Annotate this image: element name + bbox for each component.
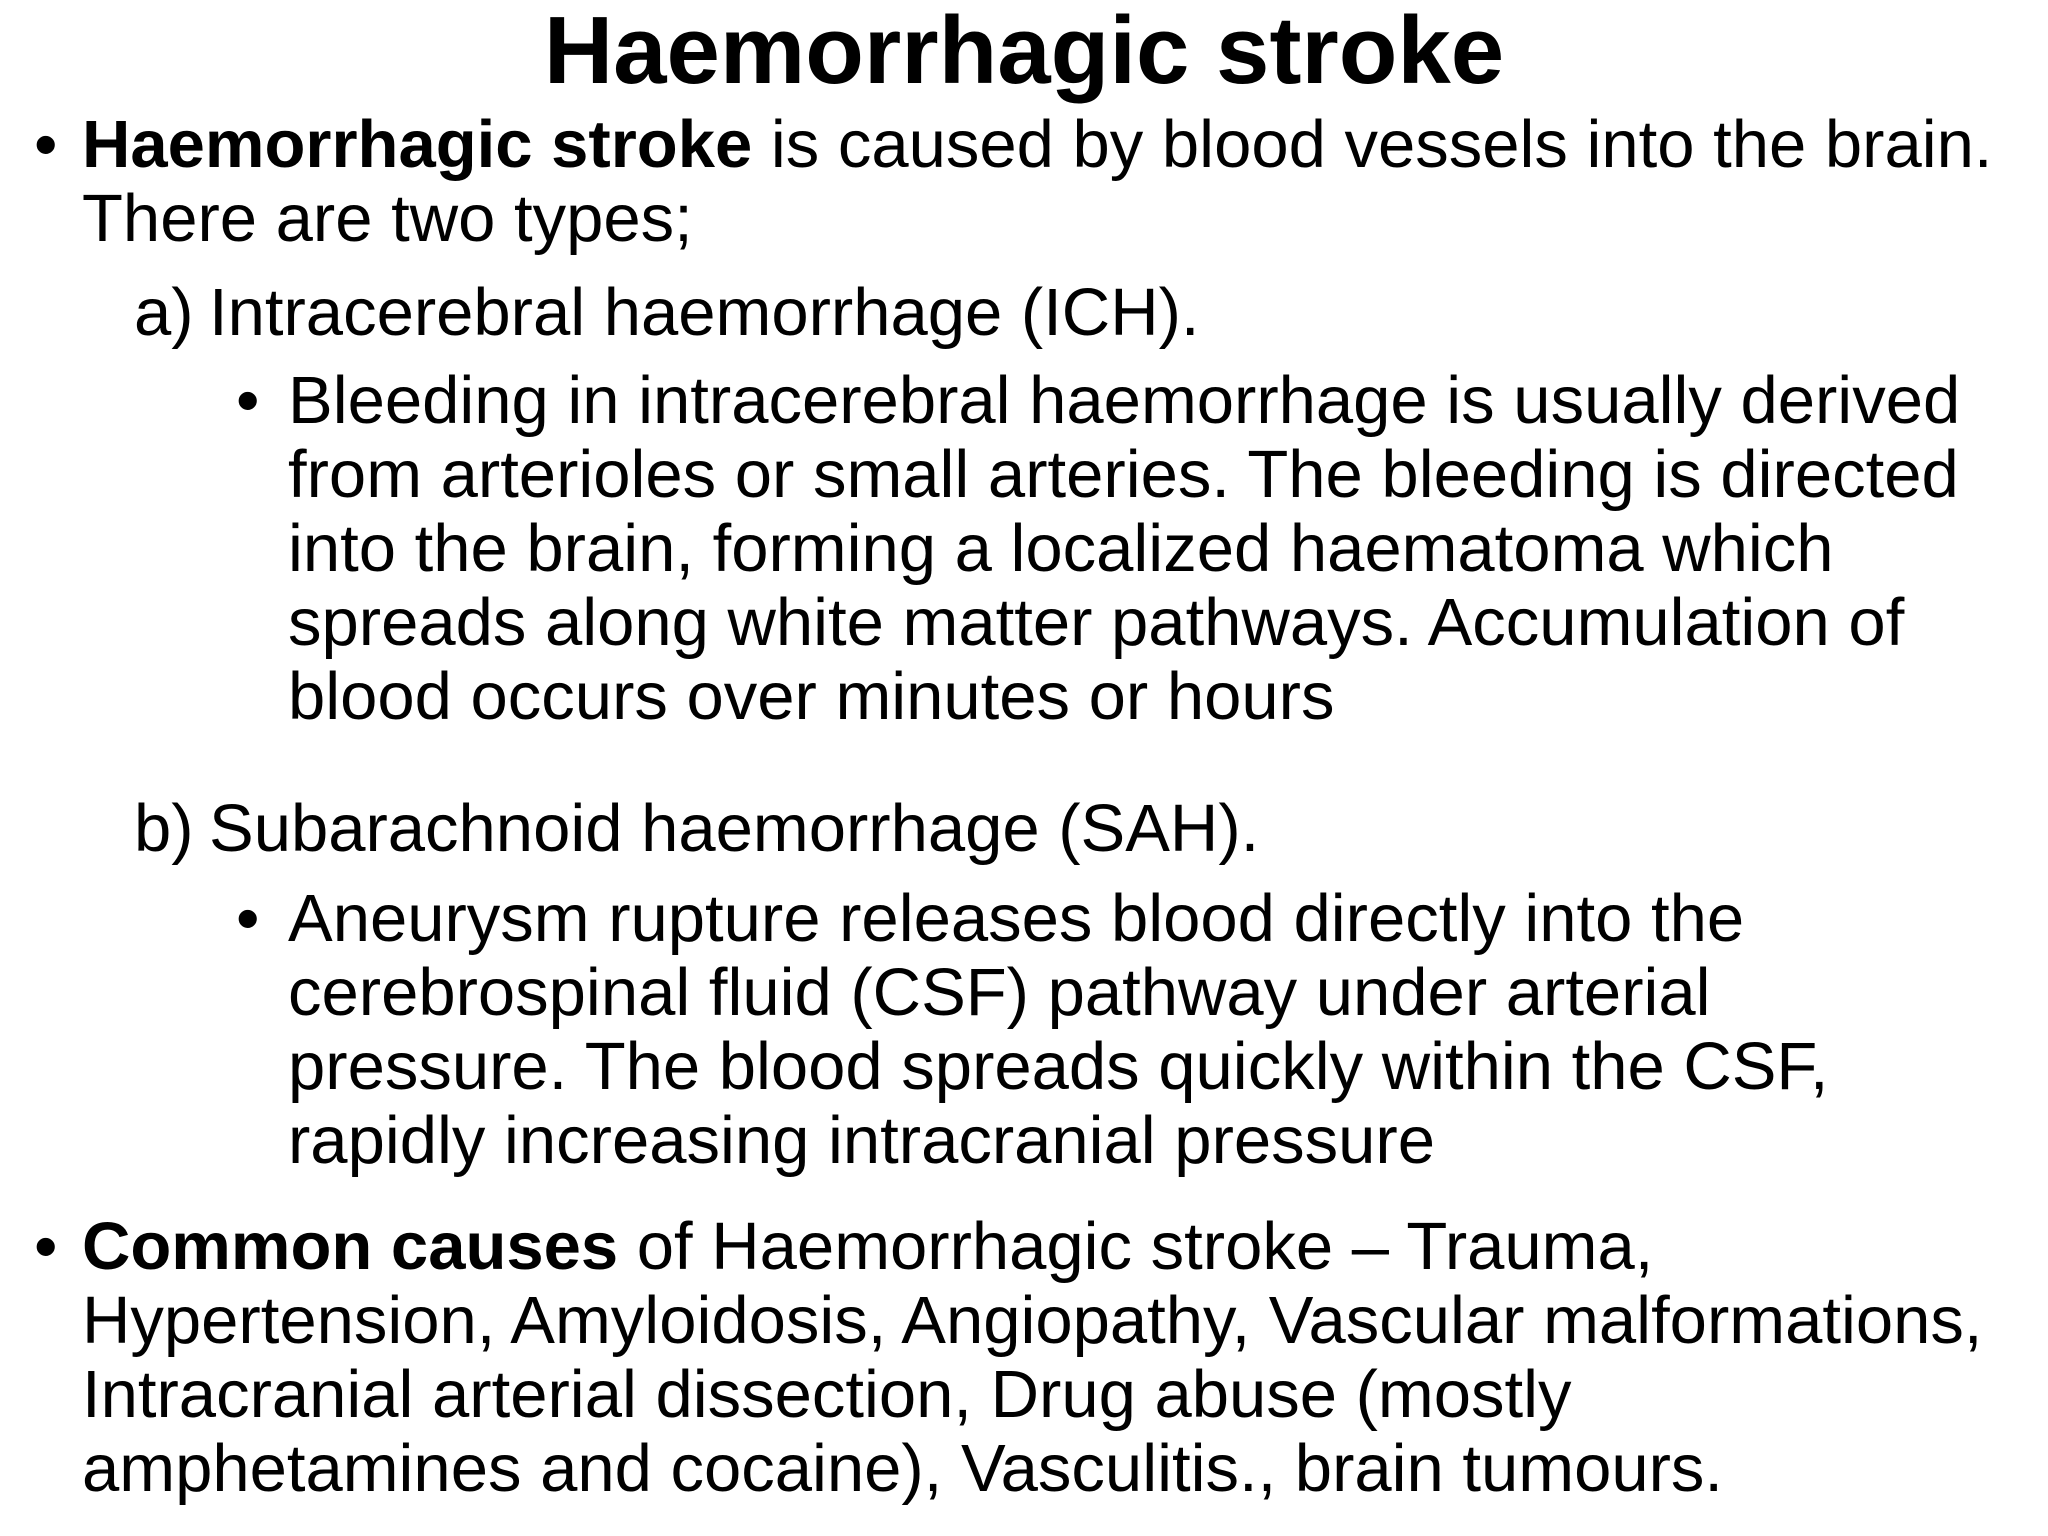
intro-rest: is caused by blood vessels into the brain.	[752, 107, 1993, 182]
type-b-name: Subarachnoid haemorrhage (SAH).	[209, 791, 1260, 866]
bullet-icon: •	[34, 1209, 58, 1284]
causes-line: Intracranial arterial dissection, Drug abuse (mostly	[82, 1357, 1572, 1432]
type-a-label: a)	[134, 275, 194, 350]
type-a-detail-line: into the brain, forming a localized haematoma which	[288, 511, 1834, 586]
type-b-label: b)	[134, 791, 194, 866]
causes-bold-term: Common causes	[82, 1209, 619, 1284]
type-b-detail-line: Aneurysm rupture releases blood directly into the	[288, 881, 1745, 956]
intro-bold-term: Haemorrhagic stroke	[82, 107, 753, 182]
type-b-detail	[288, 882, 2028, 1178]
type-a-detail-line: blood occurs over minutes or hours	[288, 659, 1335, 734]
type-a-name: Intracerebral haemorrhage (ICH).	[209, 275, 1200, 350]
causes-line: Hypertension, Amyloidosis, Angiopathy, Vascular malformations,	[82, 1283, 1983, 1358]
intro-line-1	[82, 108, 2048, 182]
causes-text	[82, 1210, 2048, 1506]
type-b-detail-line: cerebrospinal fluid (CSF) pathway under arterial	[288, 955, 1711, 1030]
type-a-detail-line: Bleeding in intracerebral haemorrhage is usually derived	[288, 363, 1961, 438]
causes-rest: of Haemorrhagic stroke – Trauma,	[618, 1209, 1654, 1284]
intro-text	[82, 108, 2048, 256]
bullet-icon: •	[236, 363, 260, 438]
bullet-icon: •	[34, 107, 58, 182]
bullet-icon: •	[236, 881, 260, 956]
type-a-detail-line: spreads along white matter pathways. Accumulation of	[288, 585, 1905, 660]
type-a-detail-line: from arterioles or small arteries. The bleeding is directed	[288, 437, 1959, 512]
causes-line-1	[82, 1210, 2048, 1284]
causes-line: amphetamines and cocaine), Vasculitis., brain tumours.	[82, 1431, 1724, 1506]
type-a-detail	[288, 364, 2028, 734]
intro-line-2: There are two types;	[82, 181, 693, 256]
slide-title: Haemorrhagic stroke	[543, 0, 1505, 104]
type-b-detail-line: rapidly increasing intracranial pressure	[288, 1103, 1435, 1178]
type-b-detail-line: pressure. The blood spreads quickly within the CSF,	[288, 1029, 1829, 1104]
